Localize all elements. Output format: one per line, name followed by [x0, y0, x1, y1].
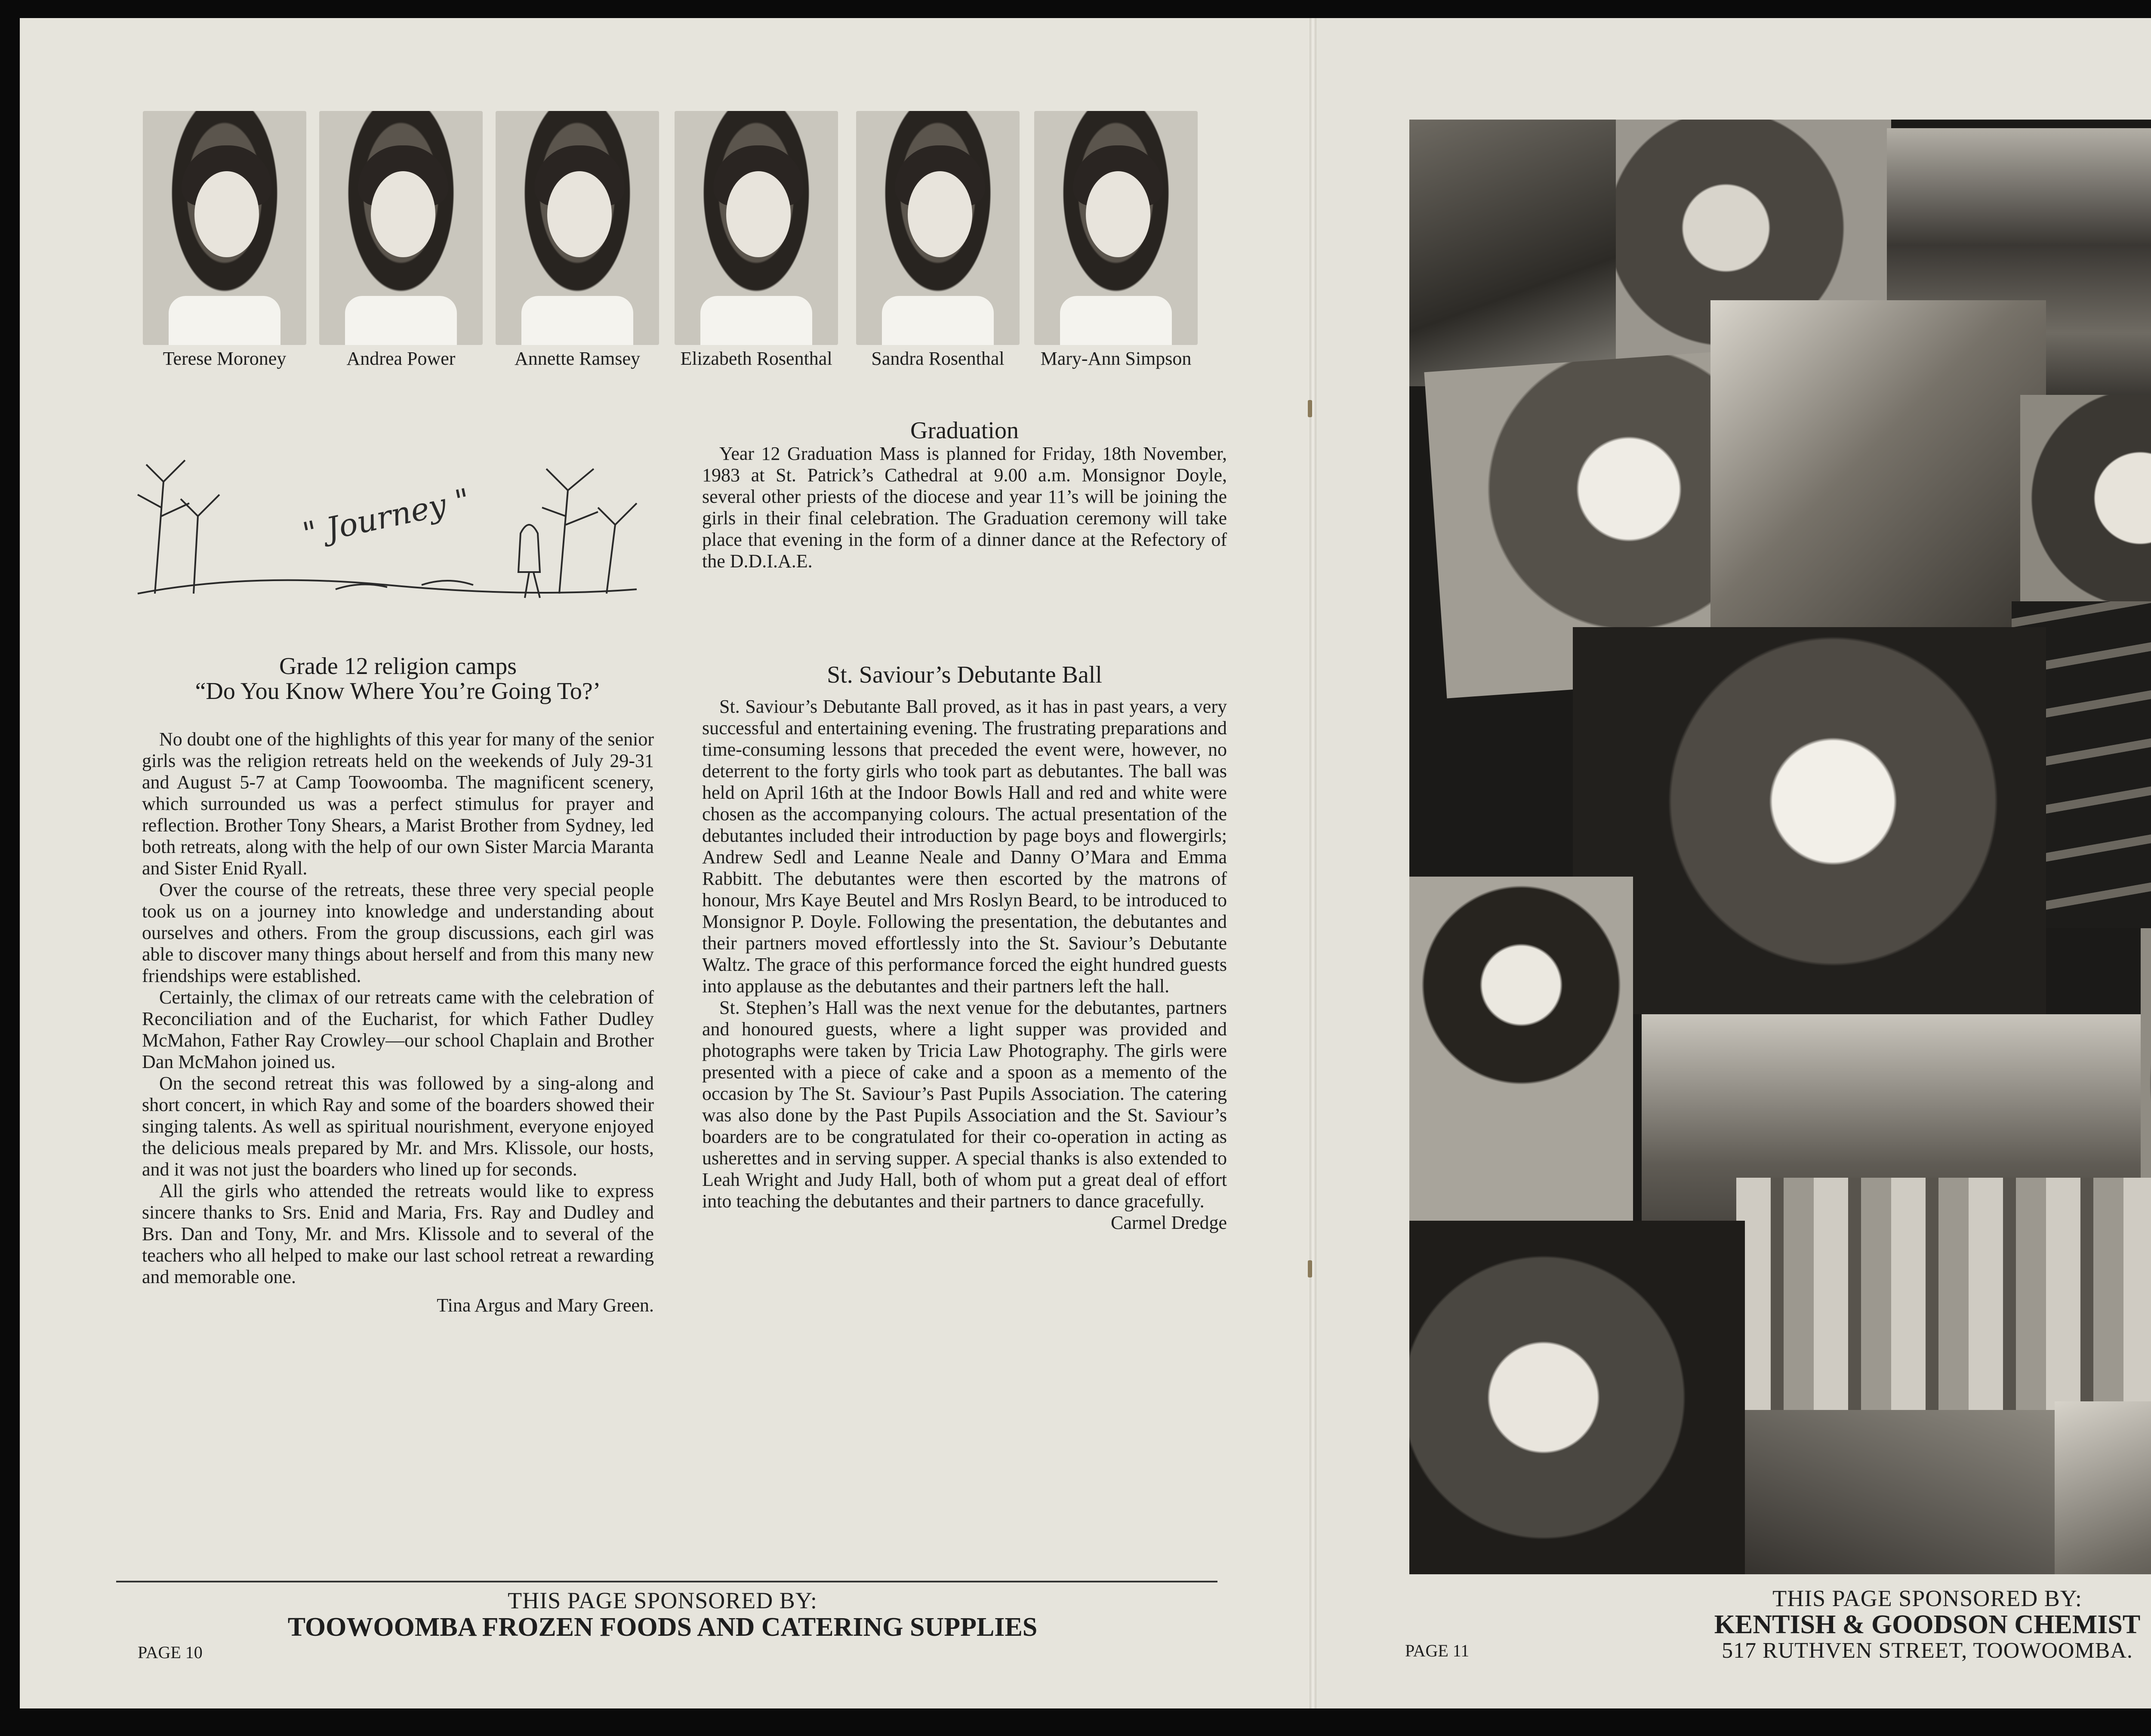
sponsor-label: THIS PAGE SPONSORED BY: — [508, 1588, 817, 1613]
camps-paragraph: Certainly, the climax of our retreats came with the celebration of Reconciliation and of the Eucharist, for which Father Dudley McMahon, Father Ray Crowley—our school Chaplain and Brother Dan McMahon joined us. — [142, 987, 654, 1072]
sketch-title: " Journey " — [299, 481, 473, 552]
portrait-caption: Terese Moroney — [163, 348, 287, 369]
portrait-caption: Mary-Ann Simpson — [1040, 348, 1192, 369]
debutante-title: St. Saviour’s Debutante Ball — [827, 662, 1102, 688]
page-number: PAGE 10 — [138, 1643, 203, 1662]
collage-photo — [1710, 300, 2046, 653]
sponsor-label: THIS PAGE SPONSORED BY: — [1772, 1585, 2082, 1611]
graduation-title: Graduation — [910, 417, 1019, 444]
portrait-photo — [1034, 111, 1198, 345]
camps-title: Grade 12 religion camps — [279, 653, 517, 680]
collage-photo — [1409, 1221, 1745, 1574]
collage-photo — [1573, 627, 2046, 1014]
religion-camps-article — [142, 654, 654, 1316]
footer-rule — [116, 1581, 1217, 1582]
collage-photo — [2020, 395, 2151, 601]
camps-subtitle: “Do You Know Where You’re Going To?’ — [195, 678, 601, 705]
portrait-caption: Andrea Power — [346, 348, 456, 369]
collage-photo — [1736, 1178, 2151, 1419]
collage-photo — [1745, 1410, 2055, 1574]
debutante-paragraph: St. Stephen’s Hall was the next venue for the debutantes, partners and honoured guests, where a light supper was provided and photographs were taken by Tricia Law Photography. The girls were presented with a piece of cake and a spoon as a memento of the occasion by The St. Saviour’s Past Pupils Association. The catering was also done by the Past Pupils Association and the St. Saviour’s boarders are to be congratulated for their co-operation in acting as usherettes and in serving supper. A special thanks is also extended to Leah Wright and Judy Hall, both of whom put a great deal of effort into teaching the debutantes and their partners to dance gracefully. — [702, 997, 1227, 1212]
portrait-photo — [675, 111, 838, 345]
debutante-paragraph: St. Saviour’s Debutante Ball proved, as it has in past years, a very successful and entertaining evening. The frustrating preparations and time-consuming lessons that preceded the event were, however, no deterrent to the forty girls who took part as debutantes. The ball was held on April 16th at the Indoor Bowls Hall and red and white were chosen as the accompanying colours. The actual presentation of the debutantes included their introduction by page boys and flowergirls; Andrew Sedl and Leanne Neale and Danny O’Mara and Emma Rabbitt. The debutantes were then escorted by the matrons of honour, Mrs Kaye Beutel and Mrs Roslyn Beard, to be introduced to Monsignor P. Doyle. Following the presentation, the debutantes and their partners moved effortlessly into the St. Saviour’s Debutante Waltz. The grace of this performance forced the eight hundred guests into applause as the debutantes and their partners left the hall. — [702, 696, 1227, 997]
debutante-author: Carmel Dredge — [1111, 1212, 1227, 1233]
graduation-paragraph: Year 12 Graduation Mass is planned for Friday, 18th November, 1983 at St. Patrick’s Cathedral at 9.00 a.m. Monsignor Doyle, several other priests of the diocese and year 11’s will be joining the girls in their final celebration. The Graduation ceremony will take place that evening in the form of a dinner dance at the Refectory of the D.D.I.A.E. — [702, 443, 1227, 572]
portrait-photo — [856, 111, 1020, 345]
portrait-caption: Sandra Rosenthal — [871, 348, 1005, 369]
camps-author: Tina Argus and Mary Green. — [437, 1295, 654, 1316]
staple — [1308, 400, 1312, 417]
portrait-photo — [143, 111, 306, 345]
camps-paragraph: On the second retreat this was followed by a sing-along and short concert, in which Ray and some of the boarders showed their singing talents. As well as spiritual nourishment, everyone enjoyed the delicious meals prepared by Mr. and Mrs. Klissole, our hosts, and it was not just the boarders who lined up for seconds. — [142, 1073, 654, 1180]
graduation-article — [702, 418, 1227, 572]
book-spine — [1310, 18, 1316, 1708]
page-number: PAGE 11 — [1405, 1641, 1470, 1660]
sponsor-name: TOOWOOMBA FROZEN FOODS AND CATERING SUPPLIES — [287, 1613, 1038, 1642]
sponsor-name: KENTISH & GOODSON CHEMIST — [1714, 1610, 2141, 1639]
portrait-photo — [496, 111, 659, 345]
journey-sketch — [120, 430, 658, 611]
collage-photo — [1409, 877, 1633, 1238]
portrait-photo — [319, 111, 483, 345]
sponsor-address: 517 RUTHVEN STREET, TOOWOOMBA. — [1722, 1638, 2133, 1663]
camps-paragraph: All the girls who attended the retreats would like to express sincere thanks to Srs. Enid and Maria, Frs. Ray and Dudley and Brs. Dan and Tony, Mr. and Mrs. Klissole and to several of the teachers who all helped to make our last school retreat a rewarding and memorable one. — [142, 1180, 654, 1287]
portrait-caption: Annette Ramsey — [514, 348, 641, 369]
photo-collage — [1409, 120, 2151, 1574]
collage-photo — [1409, 120, 1650, 386]
camps-paragraph: Over the course of the retreats, these three very special people took us on a journey into knowledge and understanding about ourselves and others. From the group discussions, each girl was able to discover many things about herself and from this many new friendships were established. — [142, 879, 654, 986]
debutante-article — [702, 662, 1227, 1234]
camps-paragraph: No doubt one of the highlights of this year for many of the senior girls was the religion retreats held on the weekends of July 29-31 and August 5-7 at Camp Toowoomba. The magnificent scenery, which surrounded us was a perfect stimulus for prayer and reflection. Brother Tony Shears, a Marist Brother from Sydney, led both retreats, along with the help of our own Sister Marcia Maranta and Sister Enid Ryall. — [142, 729, 654, 879]
staple — [1308, 1260, 1312, 1277]
portrait-caption: Elizabeth Rosenthal — [680, 348, 832, 369]
collage-photo — [2055, 1401, 2151, 1574]
